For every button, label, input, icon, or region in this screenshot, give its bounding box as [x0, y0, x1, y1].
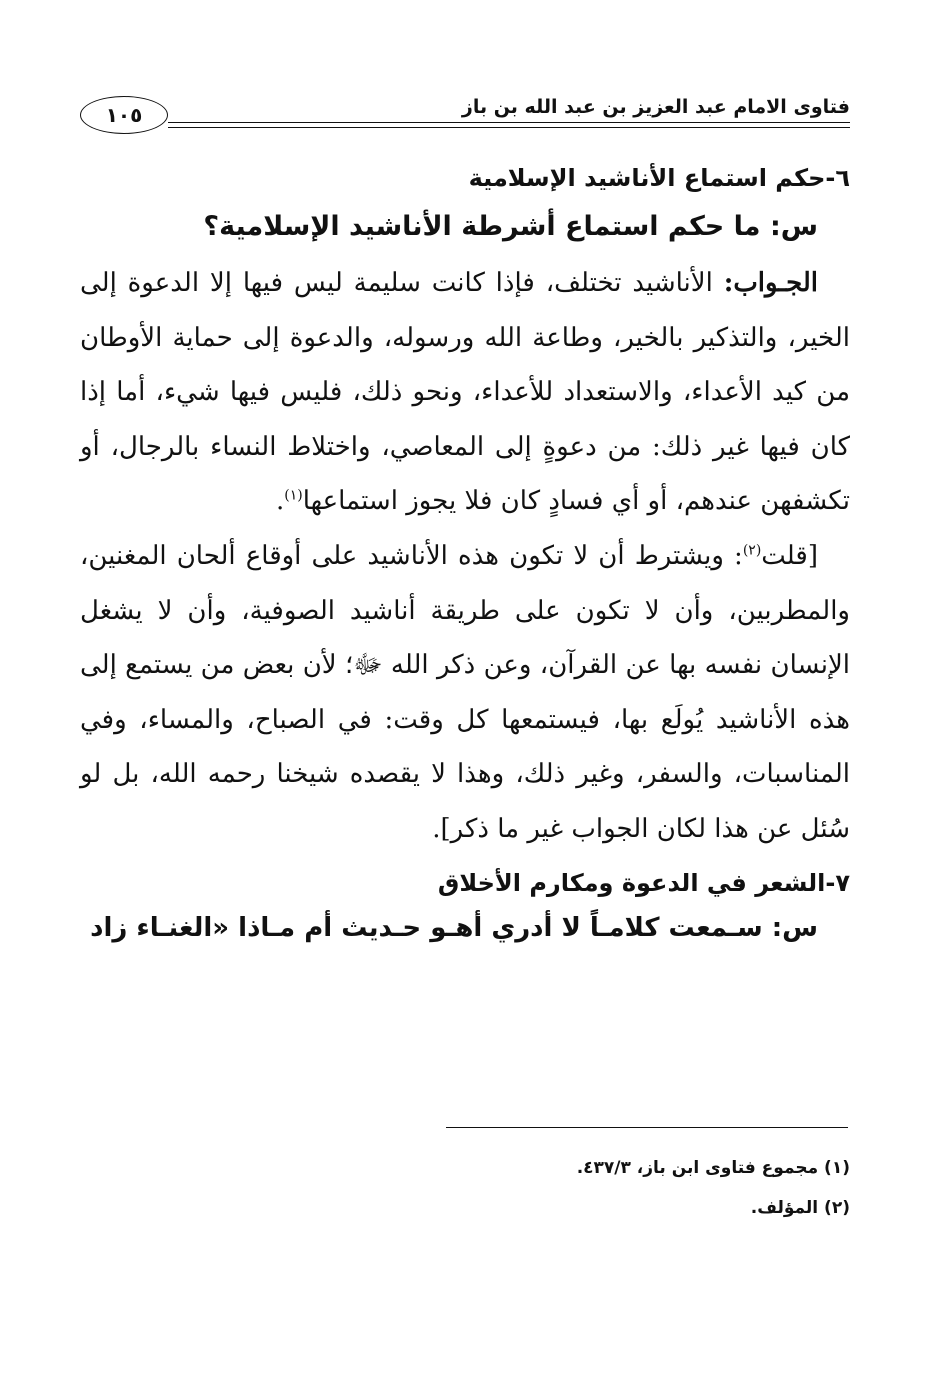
- answer-text: الأناشيد تختلف، فإذا كانت سليمة ليس فيها إلا الدعوة إلى الخير، والتذكير بالخير، وطاعة الله ورسوله، والدعوة إلى حماية الأوطان من كيد الأعداء، والاستعداد للأعداء، ونحو ذلك، فليس فيها شيء، أما إذا كان فيها غير ذلك: من دعوةٍ إلى المعاصي، واختلاط النساء بالرجال، أو تكشفهن عندهم، أو أي فسادٍ كان فلا يجوز استماعها: [80, 268, 850, 517]
- footnote-separator: [446, 1127, 848, 1128]
- footnote-1: (١) مجموع فتاوى ابن باز، ٤٣٧/٣.: [576, 1158, 850, 1178]
- answer-paragraph: [80, 256, 850, 529]
- footnotes: [250, 1148, 850, 1228]
- question-text: سـمعت كلامـاً لا أدري أهـو حـديث أم مـاذا «الغنـاء زاد: [90, 912, 763, 943]
- comment-open: [قلت: [761, 540, 818, 571]
- question-7: [80, 903, 850, 953]
- footnote-ref-1: (١): [284, 487, 303, 504]
- answer-label: الجـواب:: [723, 268, 818, 298]
- book-title: فتاوى الامام عبد العزيز بن عبد الله بن باز: [461, 96, 850, 118]
- footnote-ref-2: (٢): [742, 542, 762, 559]
- main-content: [80, 158, 850, 953]
- header-rule: [168, 122, 850, 123]
- running-header: [80, 92, 850, 140]
- section-heading-6: ٦-حكم استماع الأناشيد الإسلامية: [468, 164, 850, 192]
- answer-end: .: [275, 486, 285, 517]
- question-label: س:: [769, 211, 818, 242]
- author-comment-paragraph: [80, 529, 850, 857]
- comment-text: : ويشترط أن لا تكون هذه الأناشيد على أوقاع ألحان المغنين، والمطربين، وأن لا تكون على طريقة أناشيد الصوفية، وأن لا يشغل الإنسان نفسه بها عن القرآن، وعن ذكر الله ﷻ؛ لأن بعض من يستمع إلى هذه الأناشيد يُولَع بها، فيستمعها كل وقت: في الصباح، والمساء، وفي المناسبات، والسفر، وغير ذلك، وهذا لا يقصده شيخنا رحمه الله، بل لو سُئل عن هذا لكان الجواب غير ما ذكر].: [80, 540, 850, 844]
- section-heading-7: ٧-الشعر في الدعوة ومكارم الأخلاق: [437, 868, 850, 897]
- page-number: ١٠٥: [80, 96, 168, 134]
- question-text: ما حكم استماع أشرطة الأناشيد الإسلامية؟: [203, 211, 761, 242]
- footnote-2: (٢) المؤلف.: [750, 1198, 850, 1218]
- question-6: [80, 198, 850, 256]
- question-label: س:: [771, 912, 818, 943]
- header-rule-thin: [168, 127, 850, 128]
